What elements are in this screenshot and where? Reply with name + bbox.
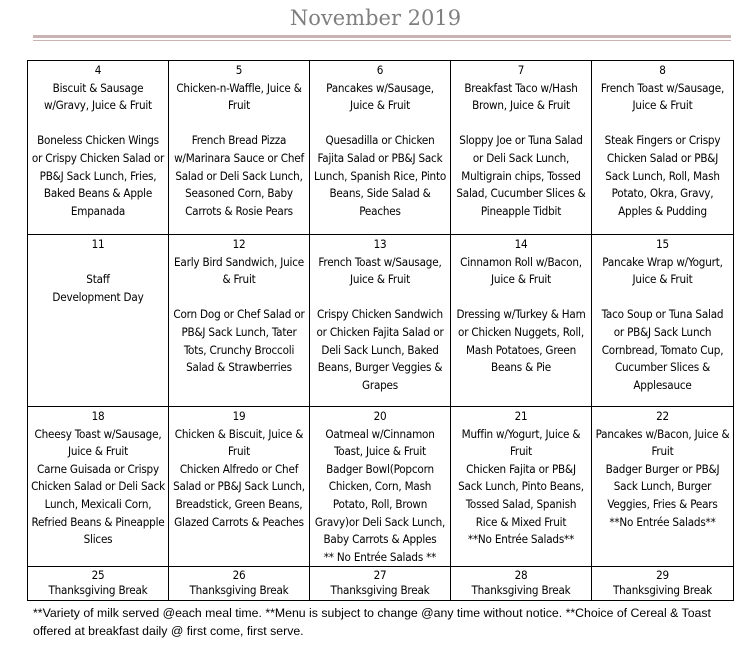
event-text: Thanksgiving Break	[330, 583, 430, 598]
day-cell-28	[451, 567, 592, 601]
day-number: 8	[659, 63, 666, 77]
breakfast-text: Pancakes w/Bacon, Juice & Fruit	[595, 426, 730, 459]
day-number: 4	[94, 63, 102, 77]
week-row-4	[28, 567, 734, 601]
day-number: 6	[376, 63, 384, 77]
day-cell-6	[310, 61, 451, 235]
day-cell-7	[451, 61, 592, 235]
page-title: November 2019	[289, 6, 462, 30]
event-text: Thanksgiving Break	[189, 583, 289, 598]
day-number: 5	[235, 63, 243, 77]
day-cell-26	[169, 567, 310, 601]
lunch-text: Sloppy Joe or Tuna Salad or Deli Sack Lunch, Multigrain chips, Tossed Salad, Cucumber Slices & Pineapple Tidbit	[456, 133, 586, 218]
lunch-text: Boneless Chicken Wings or Crispy Chicken Salad or PB&J Sack Lunch, Fries, Baked Beans & Apple Empanada	[31, 133, 165, 218]
lunch-text: French Bread Pizza w/Marinara Sauce or Chef Salad or Deli Sack Lunch, Seasoned Corn, Baby Carrots & Rosie Pears	[174, 133, 304, 218]
breakfast-text: Pancakes w/Sausage, Juice & Fruit	[326, 80, 434, 113]
menu-calendar	[27, 60, 734, 601]
day-number: 25	[91, 568, 105, 583]
breakfast-text: Oatmeal w/Cinnamon Toast, Juice & Fruit	[325, 426, 435, 459]
day-cell-11	[28, 235, 169, 407]
day-cell-25	[28, 567, 169, 601]
event-text: Thanksgiving Break	[612, 583, 713, 598]
day-cell-18	[28, 407, 169, 567]
note-text: **No Entrée Salads**	[467, 532, 575, 547]
lunch-text: Chicken Alfredo or Chef Salad or PB&J Sack Lunch, Breadstick, Green Beans, Glazed Carrots & Peaches	[173, 461, 305, 529]
event-text: Thanksgiving Break	[48, 583, 148, 598]
day-cell-20	[310, 407, 451, 567]
title-rule-thick	[33, 35, 731, 38]
breakfast-text: Biscuit & Sausage w/Gravy, Juice & Fruit	[44, 80, 152, 113]
breakfast-text: Cheesy Toast w/Sausage, Juice & Fruit	[34, 426, 162, 459]
day-cell-12	[169, 235, 310, 407]
week-row-2	[28, 235, 734, 407]
lunch-text: Carne Guisada or Crispy Chicken Salad or Deli Sack Lunch, Mexicali Corn, Refried Beans & Pineapple Slices	[31, 461, 165, 547]
day-cell-14	[451, 235, 592, 407]
lunch-text: Chicken Fajita or PB&J Sack Lunch, Pinto Beans, Tossed Salad, Spanish Rice & Mixed Fruit	[458, 461, 584, 529]
day-number: 29	[656, 568, 669, 583]
day-cell-27	[310, 567, 451, 601]
lunch-text: Dressing w/Turkey & Ham or Chicken Nuggets, Roll, Mash Potatoes, Green Beans & Pie	[456, 307, 586, 375]
day-number: 7	[517, 63, 525, 77]
event-text: Thanksgiving Break	[471, 583, 571, 598]
lunch-text: Quesadilla or Chicken Fajita Salad or PB&J Sack Lunch, Spanish Rice, Pinto Beans, Side Salad & Peaches	[313, 133, 447, 218]
day-number: 14	[514, 237, 528, 251]
breakfast-text: Cinnamon Roll w/Bacon, Juice & Fruit	[460, 254, 582, 287]
day-number: 21	[514, 409, 528, 423]
lunch-text: Crispy Chicken Sandwich or Chicken Fajita Salad or Deli Sack Lunch, Baked Beans, Burger Veggies & Grapes	[316, 307, 444, 392]
breakfast-text: Breakfast Taco w/Hash Brown, Juice & Fruit	[464, 80, 578, 113]
day-cell-21	[451, 407, 592, 567]
lunch-text: Badger Bowl(Popcorn Chicken, Corn, Mash Potato, Roll, Brown Gravy)or Deli Sack Lunch, Baby Carrots & Apples	[314, 461, 446, 547]
breakfast-text: Chicken & Biscuit, Juice & Fruit	[174, 426, 304, 459]
breakfast-text: Muffin w/Yogurt, Juice & Fruit	[461, 426, 581, 459]
lunch-text: Taco Soup or Tuna Salad or PB&J Sack Lunch Cornbread, Tomato Cup, Cucumber Slices & Applesauce	[601, 307, 724, 392]
day-number: 13	[373, 237, 387, 251]
lunch-text: Steak Fingers or Crispy Chicken Salad or PB&J Sack Lunch, Roll, Mash Potato, Okra, Gravy, Apples & Pudding	[604, 133, 721, 218]
title-rule-thin	[33, 40, 731, 41]
day-cell-15	[592, 235, 734, 407]
day-number: 19	[232, 409, 246, 423]
day-number: 26	[232, 568, 246, 583]
day-number: 11	[91, 237, 105, 251]
note-text: **No Entrée Salads**	[609, 514, 716, 529]
day-cell-13	[310, 235, 451, 407]
day-cell-5	[169, 61, 310, 235]
day-number: 15	[656, 237, 669, 251]
day-cell-8	[592, 61, 734, 235]
breakfast-text: Pancake Wrap w/Yogurt, Juice & Fruit	[602, 254, 723, 287]
day-cell-19	[169, 407, 310, 567]
day-number: 22	[656, 409, 669, 423]
breakfast-text: French Toast w/Sausage, Juice & Fruit	[600, 80, 725, 113]
day-cell-22	[592, 407, 734, 567]
day-number: 18	[91, 409, 105, 423]
lunch-text: Corn Dog or Chef Salad or PB&J Sack Lunch, Tater Tots, Crunchy Broccoli Salad & Strawberries	[173, 307, 305, 375]
day-number: 20	[373, 409, 387, 423]
lunch-text: Badger Burger or PB&J Sack Lunch, Burger Veggies, Fries & Pears	[605, 461, 720, 511]
breakfast-text: Chicken-n-Waffle, Juice & Fruit	[176, 80, 302, 113]
day-number: 28	[514, 568, 528, 583]
week-row-3	[28, 407, 734, 567]
week-row-1	[28, 61, 734, 235]
day-cell-4	[28, 61, 169, 235]
event-text: Staff Development Day	[52, 272, 144, 304]
breakfast-text: French Toast w/Sausage, Juice & Fruit	[318, 254, 442, 287]
footer-notes: **Variety of milk served @each meal time. **Menu is subject to change @any time without notice. **Choice of Cereal & Toast offered at breakfast daily @ first come, first serve.	[33, 606, 711, 638]
day-number: 12	[232, 237, 246, 251]
note-text: ** No Entrée Salads **	[323, 549, 437, 564]
breakfast-text: Early Bird Sandwich, Juice & Fruit	[174, 254, 304, 287]
day-cell-29	[592, 567, 734, 601]
day-number: 27	[373, 568, 387, 583]
